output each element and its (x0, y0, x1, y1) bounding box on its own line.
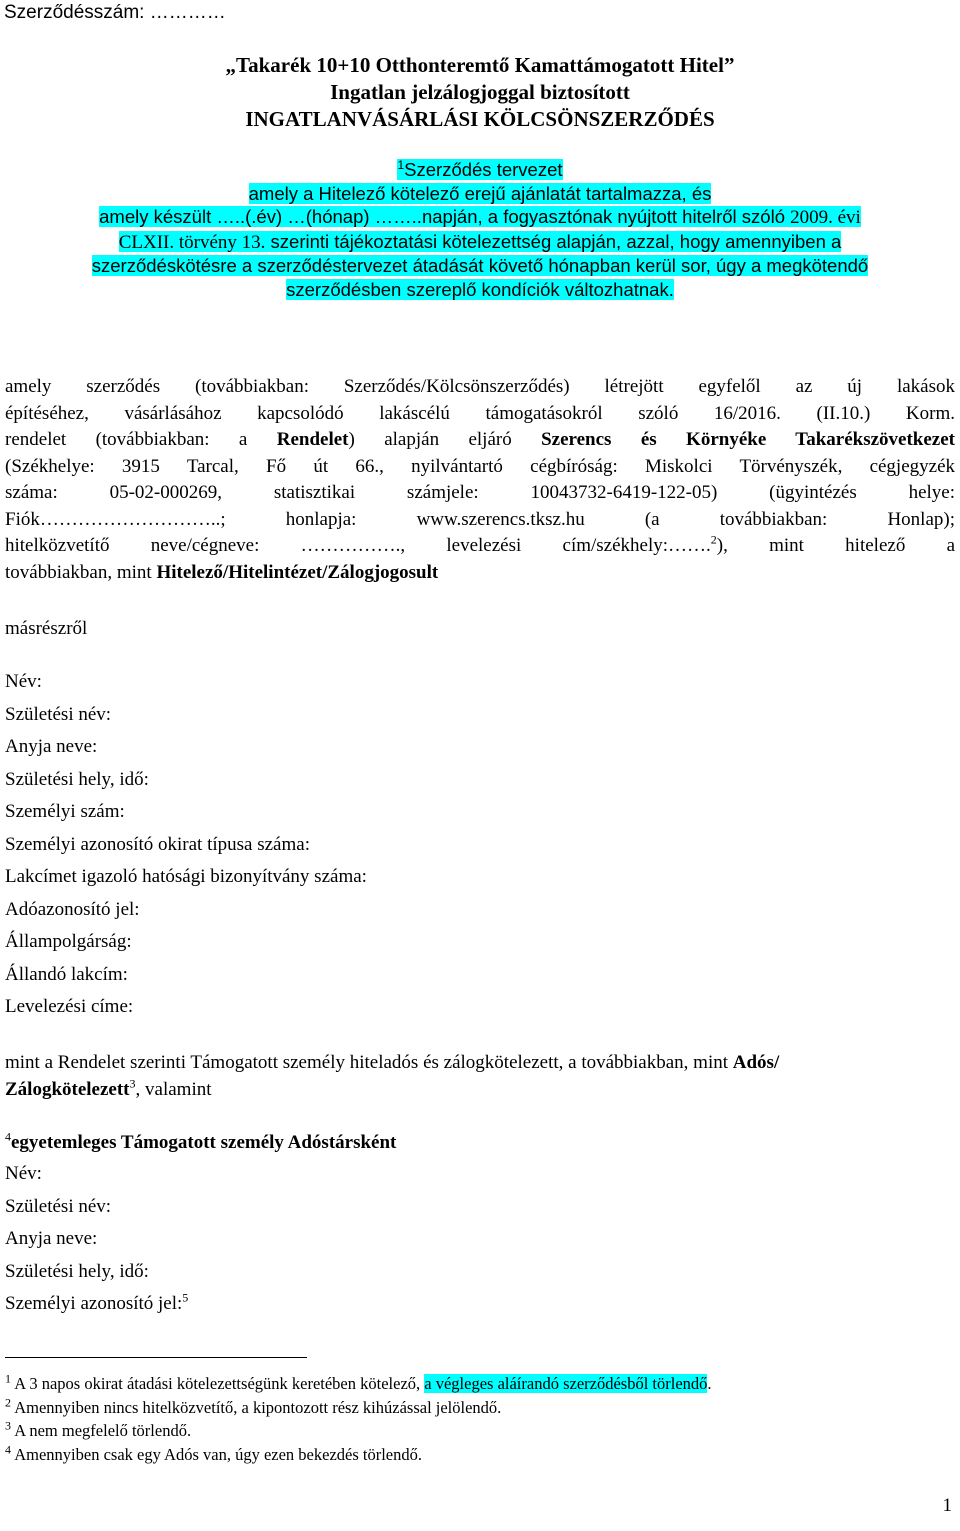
draft-line-1: Szerződés tervezet (404, 159, 563, 180)
intro-line-5: száma: 05-02-000269, statisztikai számjele: 10043732-6419-122-05) (ügyintézés helye: (5, 482, 955, 503)
codebtor-field-mother-name: Anyja neve: (5, 1228, 98, 1249)
codebtor-field-name: Név: (5, 1163, 42, 1184)
debtor-field-tax-id: Adóazonosító jel: (5, 898, 140, 920)
footnote-1-highlight: a végleges aláírandó szerződésből törlendő (424, 1374, 708, 1393)
rendelet-term: Rendelet (276, 429, 349, 450)
draft-line-5: szerződéskötésre a szerződéstervezet átadását követő hónapban kerül sor, úgy a megkötendő (91, 255, 869, 276)
intro-line-1: amely szerződés (továbbiakban: Szerződés/Kölcsönszerződés) létrejött egyfelől az új lakások (5, 376, 955, 397)
lender-name: Szerencs és Környéke Takarékszövetkezet (541, 429, 955, 450)
debtor-field-name: Név: (5, 671, 42, 692)
footnote-3: $^3$ A nem megfelelő törlendő. (5, 1418, 192, 1440)
footnote-separator (5, 1357, 307, 1358)
draft-line-3b: 2009. évi (790, 207, 861, 228)
intro-line-7: hitelközvetítő neve/cégneve: ……………., levelezési cím/székhely:…….$^2$), mint hitelező a (5, 532, 956, 556)
debtor-field-mother-name: Anyja neve: (5, 736, 98, 757)
intro-line-2: építéséhez, vásárlásához kapcsolódó lakáscélú támogatásokról szóló 16/2016. (II.10.) Korm. (5, 402, 955, 424)
debtor-fields (5, 666, 367, 1024)
codebtor-heading: $^4$egyetemleges Támogatott személy Adóstársként (5, 1129, 397, 1153)
debtor-field-id-document: Személyi azonosító okirat típusa száma: (5, 833, 310, 855)
debtor-role-line-1: mint a Rendelet szerinti Támogatott személy hiteladós és zálogkötelezett, a továbbiakban, mint Adós/ (5, 1052, 780, 1073)
footnote-ref-5: 5 (182, 1290, 189, 1305)
footnote-ref-2: 2 (710, 532, 717, 547)
draft-line-6: szerződésben szereplő kondíciók változhatnak. (286, 278, 674, 300)
codebtor-field-personal-id: Személyi azonosító jel:$^5$ (5, 1290, 189, 1314)
title-line-2: Ingatlan jelzálogjoggal biztosított (330, 80, 630, 104)
debtor-field-personal-number: Személyi szám: (5, 801, 125, 822)
footnote-2: $^2$ Amennyiben nincs hitelközvetítő, a kipontozott rész kihúzással jelölendő. (5, 1395, 502, 1417)
debtor-role-line-2: Zálogkötelezett$^3$, valamint (5, 1076, 212, 1100)
debtor-field-permanent-address: Állandó lakcím: (5, 963, 128, 985)
codebtor-field-birth-place-date: Születési hely, idő: (5, 1260, 149, 1282)
title-line-1: „Takarék 10+10 Otthonteremtő Kamattámogatott Hitel” (225, 53, 735, 77)
draft-line-4a: CLXII. törvény 13. (118, 231, 266, 253)
footnote-ref-4: 4 (5, 1129, 11, 1144)
codebtor-field-birth-name: Születési név: (5, 1195, 112, 1217)
draft-note (0, 158, 960, 301)
footnotes (5, 1372, 712, 1466)
codebtor-fields (5, 1158, 188, 1321)
party-intro-paragraph (5, 374, 955, 586)
contract-number-label: Szerződésszám: ………… (4, 2, 226, 23)
other-side-label: másrészről (5, 618, 88, 639)
draft-line-3a: amely készült …..(.év) …(hónap) ……..napján, a fogyasztónak nyújtott hitelről szóló (99, 206, 791, 227)
intro-line-8: továbbiakban, mint Hitelező/Hitelintézet/Zálogjogosult (5, 561, 439, 583)
draft-line-4b: szerinti tájékoztatási kötelezettség alapján, azzal, hogy amennyiben a (265, 230, 842, 252)
footnote-ref-1: 1 (397, 157, 405, 172)
title-line-3: INGATLANVÁSÁRLÁSI KÖLCSÖNSZERZŐDÉS (245, 107, 715, 131)
draft-line-2: amely a Hitelező kötelező erejű ajánlatát tartalmazza, és (248, 182, 712, 204)
footnote-ref-3: 3 (129, 1076, 136, 1091)
debtor-field-birth-name: Születési név: (5, 703, 112, 725)
intro-line-3: rendelet (továbbiakban: a Rendelet) alapján eljáró Szerencs és Környéke Takarékszövetkezet (5, 429, 955, 450)
intro-line-4: (Székhelye: 3915 Tarcal, Fő út 66., nyilvántartó cégbíróság: Miskolci Törvényszék, cégjegyzék (5, 455, 956, 477)
footnote-4: $^4$ Amennyiben csak egy Adós van, úgy ezen bekezdés törlendő. (5, 1442, 423, 1464)
debtor-field-birth-place-date: Születési hely, idő: (5, 768, 149, 790)
debtor-field-citizenship: Állampolgárság: (5, 931, 132, 952)
page-number: 1 (942, 1495, 952, 1516)
intro-line-6: Fiók………………………..; honlapja: www.szerencs.tksz.hu (a továbbiakban: Honlap); (5, 508, 955, 530)
debtor-field-address-certificate: Lakcímet igazoló hatósági bizonyítvány száma: (5, 866, 367, 887)
footnote-1: $^1$ A 3 napos okirat átadási kötelezettségünk keretében kötelező, a végleges aláírandó szerződésből törlendő. (5, 1371, 712, 1393)
debtor-role-term: Adós/ (732, 1052, 780, 1073)
lender-role: Hitelező/Hitelintézet/Zálogjogosult (156, 561, 439, 583)
debtor-field-mailing-address: Levelezési címe: (5, 996, 134, 1017)
document-title (0, 52, 960, 133)
